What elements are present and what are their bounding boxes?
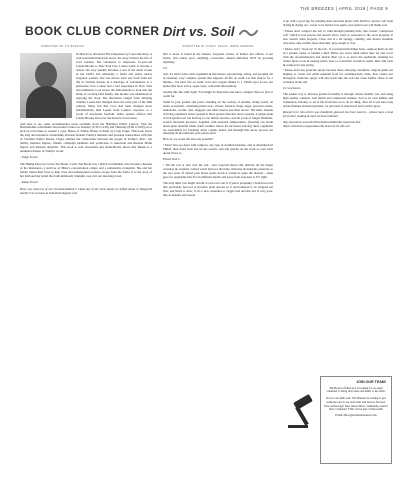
book-club-recommendations: And here is are some recommended reads available from the Hamilton Public Library. Visit the Booksmobile at Romantic Recreation Center on Tuesday (2:30 to 4:30) and Thursday (6:00 to 8:00) on or pick up a brochure to request a copy. House of Trump, House of Putin by Craig Unger. This book traces the long and extensive relationship between Donald Trump's business and personal transactions with that of Vladimir Putin's Russia. Unger outlines the connections between the people in Trump's orbit - his family, business figures, friends, campaign members and politicians to American and Russian Mafia figures and Russian oligarchs. This book is well researched and methodically shows that Russia is a dominant feature of Trump's world. [20, 121, 152, 154]
dirt-paragraph: How do we create the best soil possible? [163, 137, 214, 142]
dirt-heading [163, 20, 273, 44]
dirt-paragraph: • Till the soil or turn over the soil - new research shows this disturbs all the tiniest creatures & carefully crafted worm burrows that help rainwater & nutrients penetrate to the root zone. If turned your house spade down it would be quite the disaster - same goes for organisms that live in different depths and away from exposure to UV light. [163, 163, 273, 180]
dirt-paragraph: Stand in your garden and you're standing on the rooftop of another, living world; an entire ecosystem, containing plant roots, viruses, bacteria, fungi, algae, protozoa, mites, nematodes, worms, ants, maggots and other insects and their larvae. The sheer amount of living organisms below ground is often greater than that above ground. A single gram of rich garden soil can hold up to one billion bacteria, several yards of fungal filaments, several thousand protozoa. Together with seasonal temperatures, (freezing can break down plant material while warm weather allows for increased activity) these organisms are responsible for breaking down organic matter and through that decay process are releasing all the nutrients your plants need. [163, 99, 273, 136]
soil-continued-column [283, 20, 393, 131]
soil-paragraph: it up with a good dig for planting then surround plants with mulch to protect soil from drying & drying out - never to be turned over again, your plant roots will thank you! [283, 19, 393, 27]
dirt-paragraph: Soil, it's alive! Alive with organisms & microbiota, reproducing, eating, and pooping out in essential, very complex system that supports all life on earth. Let that sink in for a minute... We have life on earth, food and oxygen thanks to a 15mm layer across our planet (the most active, upper layer, called the rhizosphere). [163, 72, 273, 88]
book-club-byline: SUBMITTED BY KIT BARLING [41, 45, 85, 48]
signature: - Paige Turner [20, 179, 39, 184]
gavel-icon [284, 392, 324, 432]
worm-icon [239, 26, 259, 38]
soil-paragraph: • Please don't "clean up" in the fall - if you must trim things back, compost them on site in a garden corner or behind a shed. Better yet, leave them where they lay and cover with the aforementioned leaf mulch. Best yet is to leave the seedheads standing for winter birds to eat & nesting native bees to overwinter in hollow stems, then trim back & compost in late spring. [283, 46, 393, 67]
conclusion-label: In Conclusion [283, 86, 301, 91]
dirt-paragraph: Dirt is dead, is found in the darkest, forgotten corners of homes and offices, is not fertile, and cannot grow anything. Correction: should definitely NOT be growing anything! [163, 52, 273, 65]
ad-body-2: Now is our 40th year. The Breezes is looking to put someone new at our seats that will lead us forward. New technology! New ideas! More community events! New volunteer! YOU can be part of that team! [324, 396, 388, 412]
dirt-paragraph: Sounds like fun stuff right? Soil might be important and more complex than we give it credit for. [163, 89, 273, 98]
book-club-title: BOOK CLUB CORNER [25, 24, 160, 39]
research-note: Research for this article was thankfully gleaned via these sources - please have a look for further reading & more technical details: [283, 110, 393, 119]
signature: - Paige Turner [20, 155, 39, 160]
book-club-heading [20, 20, 160, 44]
book-club-column [20, 20, 160, 198]
book-club-hiding-place: The Hiding Place by Corrie Ten Boom. Corrie Ten Boom was a Dutch watchmaker who became a heroine of the Resistance, a survivor of Hitler's concentration camps, and a remarkable evangelist. She and her family risked their lives to help Jews and underground workers escape from the Nazis. It is the story of her faith and her belief that faith ultimately triumphs over evil. An inspiring novel. [20, 162, 152, 178]
dirt-paragraph: The only timer you might retrofit or turn over soil is if you're preparing a brand new bed that previously had sod or invasive plant species so it and bothered to be stripped out first, and filled it. Also, if it's a new perennial or veggie bed and the soil is very poor, mix in manure and loosen [163, 181, 273, 197]
source-links[interactable]: http://pwuntree.wsu.edu/DirectSoil/soil2&2/doc/supertion.htm https://extension.oregonstate.edu/news/secret-life-soil [283, 119, 361, 128]
book-club-closing: Have you read any of our recommendations? Liked any of the same books we talked about or disagreed totally? Let us know at bsbooksclub@aol.com. [20, 186, 152, 195]
author-portrait [20, 53, 72, 118]
dirt-paragraph: • Easy! Just top dress with compost, any type of sterilized manure, and or shredded leaf Mulch, then stand back and let the worms, rain and gravity do the work so your back doesn't have to. [163, 143, 273, 156]
join-team-ad [320, 376, 392, 464]
please-dont-label: Please Don't... [163, 157, 182, 162]
page-header: THE BREEZES | APRIL 2019 | PAGE 9 [299, 6, 388, 11]
dirt-title: Dirt vs. Soil [163, 23, 235, 39]
ad-body: The Board of Directors is looking for an eager volunteer to bring new ideas and skills to the table. [326, 385, 386, 394]
soil-paragraph: • Please don't compact the soil or walk through planting beds, this creates "compacted soil" which is less porous and doesn't allow water to penetrate to the roots properly. It also doesn't drain properly. Clear soil is a bit spongy, crumbly, and should resemble chocolate cake crumbs more than dust, play-dough or clay. [283, 28, 393, 45]
book-club-intro: In March we discussed The Chaperone by Laura Moriarty. A well-researched historical novel, the story follows the life of Cora Carlisle. She volunteers to chaperone 15-year-old Louise Brooks to New York City. Louise wants to become a dancer and very quickly becomes a star of the silent screen in the 1920's and ultimately a faded and jaded, nearly forgotten woman. The tale moves back and forth from her life in Wichita Kansas in a marriage of convenience to a passionate love. Louise had a bad experience in New York and ultimately Cora leaves the Adirondacks to look into the home of a loving farm family. The mother was unanimous in enjoying the book. The discussion ranged from debating whether Louise had changed since the early part of the 20th century. Many felt that Cora had been changed more fundamentally than Louise from Louise's exposure to a world of newfound freedom. Other readers offered that Louise Brooks and were fascinated to learn more. [76, 52, 152, 120]
ad-email[interactable]: Email office@northernbreezes.com [335, 413, 377, 418]
dirt-paragraph: VS [163, 66, 167, 71]
dirt-vs-soil-column [163, 20, 273, 200]
dirt-byline: SUBMITTED BY CANDY VEGAS, MEMA SARDINE [182, 45, 254, 48]
conclusion-text: The easiest way to increase garden fecundity is through robust, healthy soil, and using high quality compost, leaf mulch and composted manure. Soil is its own habitat and foundation, literally, to all of life from here on to do its thing, after all it was here long before humans invented gardens, we just need to stand back and watch it grow. [283, 92, 393, 109]
soil-paragraph: • Please don't use pesticide sprays because those annoying caterpillar, slugs & grubs are helping to create soil AND essential food for seedlings/baby birds. Pest cannot see biological. Pesticide sprays will also leach into the soil and cause further chaos to the creatures in the soil. [283, 68, 393, 85]
ad-title: JOIN OUR TEAM! [356, 380, 386, 384]
